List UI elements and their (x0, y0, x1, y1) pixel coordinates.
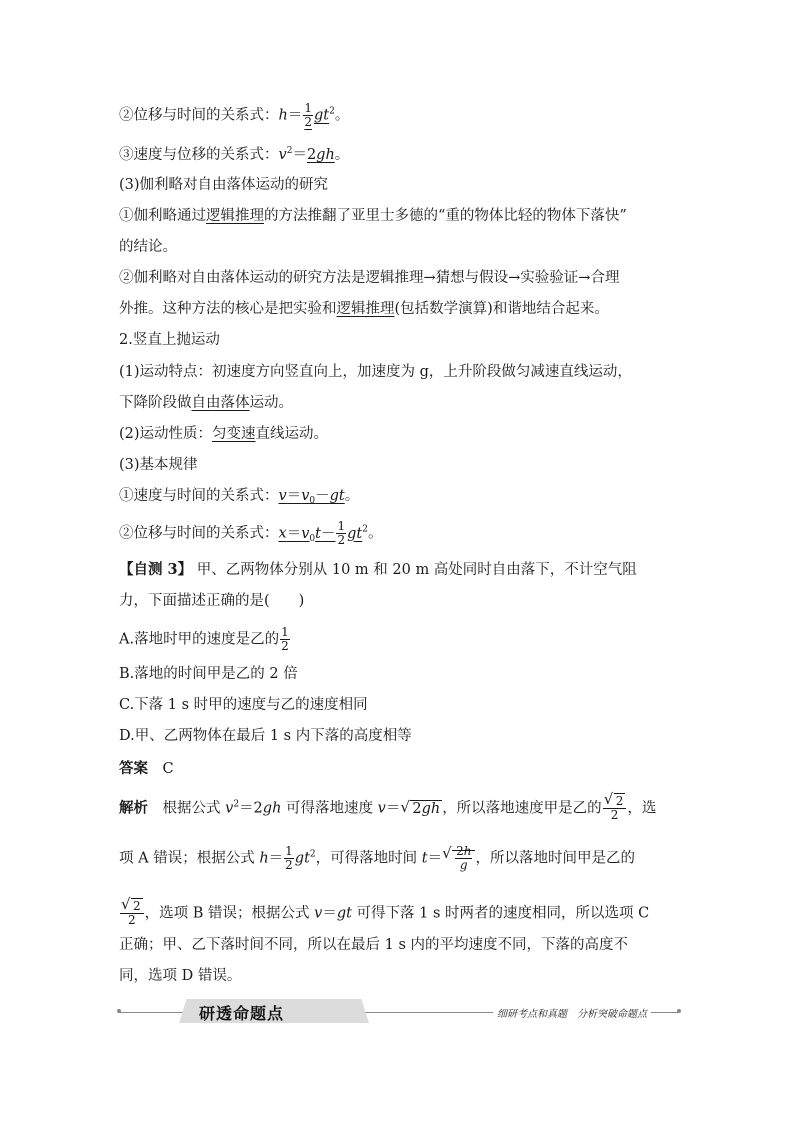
vertical-rules-heading: (3)基本规律 (119, 457, 198, 473)
quiz-stem (119, 560, 637, 580)
quiz-option-a: A.落地时甲的速度是乙的 $\frac{1}{2}$ (119, 625, 289, 653)
underlined-term: 自由落体 (191, 395, 250, 411)
answer-label: 答案 (119, 760, 148, 777)
free-fall-velocity-formula: ③速度与位移的关系式：$v^2=2gh$。 (119, 146, 350, 163)
text-segment: 甲、乙两物体分别从 10 m 和 20 m 高处同时自由落下，不计空气阻 (192, 562, 637, 578)
vertical-rule-2: ②位移与时间的关系式：$x=v_0t-$ $\frac{1}{2}$ $gt^2$。 (119, 519, 383, 547)
formula-label: ③速度与位移的关系式： (119, 147, 279, 163)
vertical-throw-heading: 2.竖直上抛运动 (119, 332, 220, 348)
quiz-answer (119, 759, 174, 779)
galileo-point-2-cont (119, 299, 609, 319)
text-segment: 的方法推翻了亚里士多德的“重的物体比轻的物体下落快” (264, 208, 627, 224)
text-segment: ，可得落地时间 (315, 850, 422, 867)
text-segment: ，选项 B 错误；根据公式 (144, 905, 315, 922)
analysis-line-1: 解析 根据公式 $v^2=2gh$ 可得落地速度 v＝√ 2gh ，所以落地速度甲是乙的 √ $\frac{2}{2}$ ，选 (119, 795, 656, 822)
quiz-option-d: D.甲、乙两物体在最后 1 s 内下落的高度相等 (119, 728, 412, 744)
galileo-heading: (3)伽利略对自由落体运动的研究 (119, 177, 329, 193)
analysis-line-5: 同，选项 D 错误。 (119, 968, 242, 984)
text-segment: 项 A 错误；根据公式 (119, 850, 260, 867)
text-segment: 外推。这种方法的核心是把实验和 (119, 301, 337, 317)
text-segment: 可得落地速度 (286, 800, 378, 817)
text-segment: 下降阶段做 (119, 395, 192, 411)
vertical-nature (119, 424, 328, 444)
banner-subtitle: 细研考点和真题 分析突破命题点 (493, 1005, 651, 1020)
quiz-option-c: C.下落 1 s 时甲的速度与乙的速度相同 (119, 697, 368, 713)
analysis-line-3: √ $\frac{2}{2}$ ，选项 B 错误；根据公式 v＝gt 可得下落 1 s 时两者的速度相同，所以选项 C (119, 900, 649, 927)
text-segment: 可得下落 1 s 时两者的速度相同，所以选项 C (356, 905, 650, 922)
text-segment: ，所以落地速度甲是乙的 (442, 800, 602, 817)
text-segment: (2)运动性质： (119, 426, 213, 442)
text-segment: (包括数学演算)和谐地结合起来。 (394, 301, 609, 317)
formula-label: ①速度与时间的关系式： (119, 488, 279, 504)
underlined-term: 逻辑推理 (206, 208, 264, 224)
banner-title: 研透命题点 (199, 1004, 285, 1023)
text-segment: ，所以落地时间甲是乙的 (475, 850, 635, 867)
text-segment: 直线运动。 (255, 426, 329, 442)
quiz-tag: 【自测 3】 (119, 561, 193, 578)
banner-dot (677, 1009, 681, 1013)
text-segment: ，选 (627, 800, 657, 817)
vertical-rule-1: ①速度与时间的关系式：$v=v_0-gt$。 (119, 488, 360, 506)
galileo-point-1-cont: 的结论。 (119, 239, 177, 255)
answer-value: C (162, 761, 174, 777)
formula-label: ②位移与时间的关系式： (119, 525, 279, 542)
banner-dot (117, 1009, 121, 1013)
underlined-term: 逻辑推理 (336, 301, 395, 317)
quiz-option-b: B.落地的时间甲是乙的 2 倍 (119, 666, 298, 682)
text-segment: 运动。 (249, 395, 293, 411)
text-segment: 根据公式 (162, 800, 226, 817)
free-fall-displacement-formula: ②位移与时间的关系式：h＝ $\frac{1}{2}$ $gt^2$。 (119, 101, 350, 129)
option-text: A.落地时甲的速度是乙的 (119, 631, 280, 648)
analysis-line-2: 项 A 错误；根据公式 h＝ $\frac{1}{2}$ $gt^2$，可得落地时间 t＝ √ $\frac{2h}{g}$ ，所以落地时间甲是乙的 (119, 845, 635, 872)
section-banner (119, 999, 679, 1025)
vertical-feature: (1)运动特点：初速度方向竖直向上，加速度为 g，上升阶段做匀减速直线运动， (119, 364, 632, 380)
analysis-label: 解析 (119, 799, 148, 817)
analysis-line-4: 正确；甲、乙下落时间不同，所以在最后 1 s 内的平均速度不同，下落的高度不 (119, 937, 628, 953)
galileo-point-1 (119, 206, 627, 226)
text-segment: ①伽利略通过 (119, 208, 206, 224)
underlined-term: 匀变速 (212, 426, 256, 442)
quiz-stem-cont: 力，下面描述正确的是( ) (119, 593, 305, 609)
vertical-feature-cont (119, 393, 293, 413)
galileo-point-2: ②伽利略对自由落体运动的研究方法是逻辑推理→猜想与假设→实验验证→合理 (119, 270, 620, 286)
formula-label: ②位移与时间的关系式： (119, 107, 279, 124)
